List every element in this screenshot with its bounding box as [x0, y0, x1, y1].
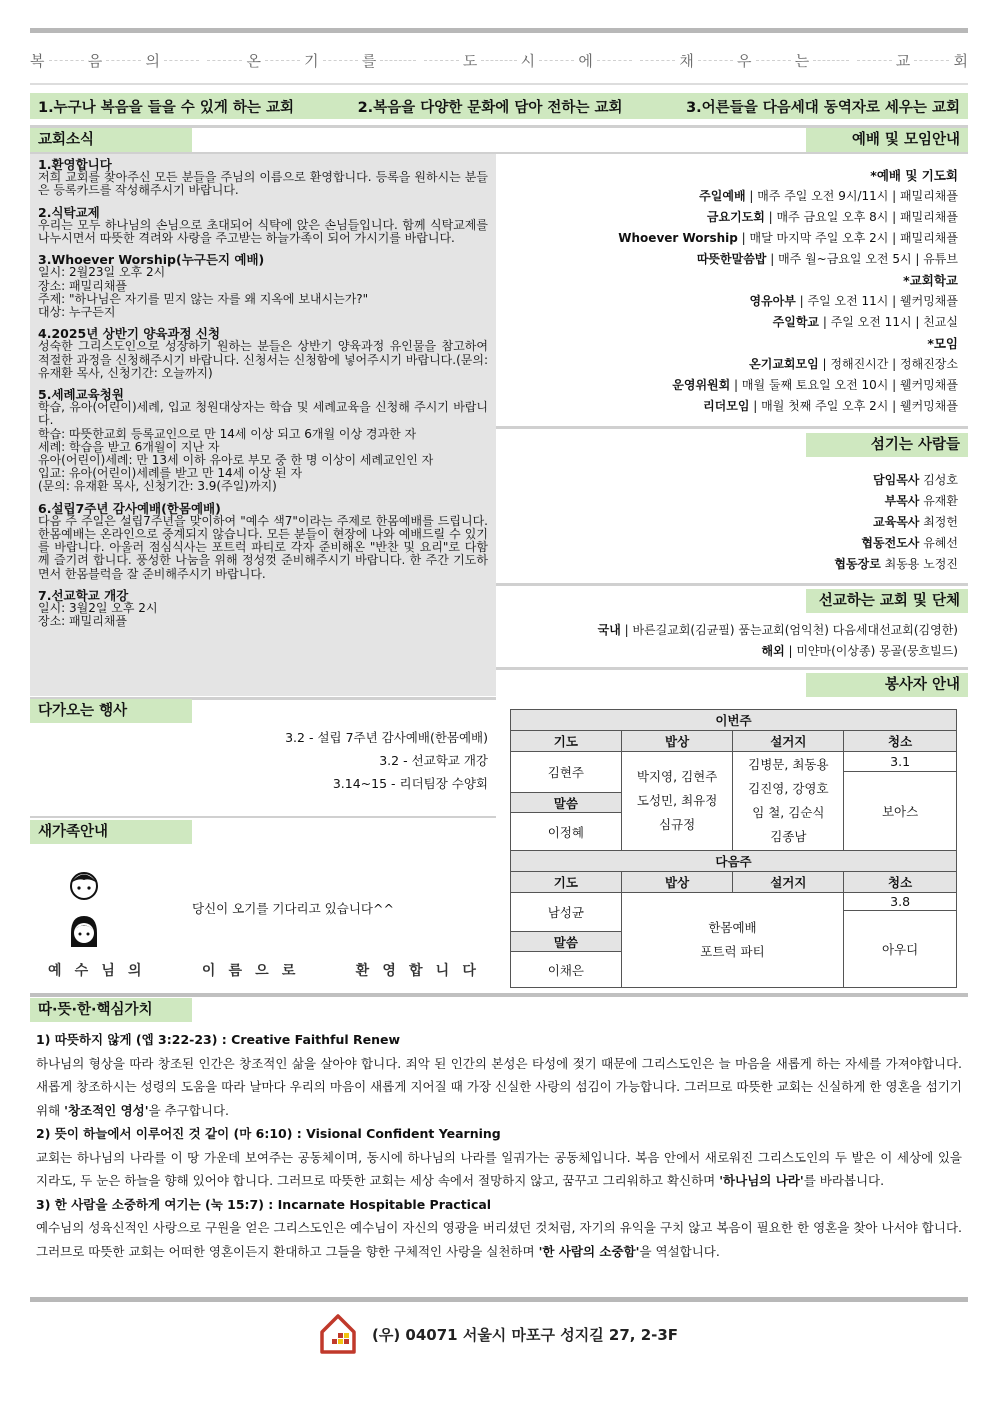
motto-char: 채: [679, 51, 694, 70]
church-logo-icon: [318, 1312, 358, 1356]
worship-category: *교회학교: [903, 273, 958, 288]
event-item: 3.2 - 설립 7주년 감사예배(한몸예배): [285, 730, 488, 745]
news-item-title: 1.환영합니다: [38, 157, 112, 172]
mission-row: 해외 | 미얀마(이상종) 몽골(뭉흐빌드): [761, 644, 958, 658]
girl-avatar-icon: [68, 913, 100, 951]
news-item-body: 성숙한 그리스도인으로 성장하기 원하는 분들은 상반기 양육과정 유인물을 참고하여 적절한 과정을 신청해주시기 바랍니다. 신청서는 신청함에 넣어주시기 바랍니다.(문의: 유재환 목사, 신청기간: 오늘까지): [38, 339, 488, 380]
news-item-line: 학습, 유아(어린이)세례, 입교 청원대상자는 학습 및 세례교육을 신청해 주시기 바랍니다.: [38, 400, 488, 428]
church-address: (우) 04071 서울시 마포구 성지길 27, 2-3F: [372, 1326, 679, 1344]
servant-name: 김성호: [923, 473, 958, 487]
worship-name: 운영위원회: [672, 378, 731, 392]
servant-name: 최동용 노정진: [884, 557, 958, 571]
servant-name: 최정헌: [923, 515, 958, 529]
worship-list: [488, 165, 958, 417]
worship-name: Whoever Worship: [618, 231, 738, 245]
mission-label: 국내: [597, 623, 621, 637]
vision-1: 1.누구나 복음을 들을 수 있게 하는 교회: [38, 99, 294, 116]
tw-word: 이정혜: [511, 813, 622, 851]
boy-avatar-icon: [68, 868, 100, 904]
missions-heading: 선교하는 교회 및 단체: [806, 589, 968, 613]
news-item-line: 장소: 패밀리채플: [38, 614, 128, 629]
worship-name: 영유아부: [749, 294, 796, 308]
worship-time: 매주 주일 오전 9시/11시: [757, 189, 889, 203]
news-item-line: 주제: "하나님은 자기를 믿지 않는 자를 왜 지옥에 보내시는가?": [38, 291, 369, 306]
event-item: 3.2 - 선교학교 개강: [379, 753, 488, 768]
motto-char: 복: [30, 51, 45, 70]
tw-word-label: 말씀: [511, 793, 622, 813]
servants-list: [488, 470, 958, 575]
news-item: [38, 589, 488, 629]
core-item-title: 3) 한 사람을 소중하게 여기는 (눅 15:7) : Incarnate Hospitable Practical: [36, 1196, 492, 1212]
divider: [30, 816, 496, 818]
servant-row: [488, 491, 958, 512]
motto-char: 회: [953, 51, 968, 70]
worship-place: 패밀리채플: [900, 210, 958, 224]
col-dish: 설거지: [733, 731, 844, 752]
servant-name: 유재환: [923, 494, 958, 508]
nw-table: 한몸예배 포트럭 파티: [621, 893, 843, 988]
news-item-line: 장소: 패밀리채플: [38, 278, 128, 293]
tw-table: 박지영, 김현주 도성민, 최유정 심규정: [621, 752, 733, 851]
worship-name: 온기교회모임: [749, 357, 819, 371]
mission-label: 해외: [761, 644, 785, 658]
worship-row: 주일예배 | 매주 주일 오전 9시/11시 | 패밀리채플: [699, 189, 958, 203]
divider: [496, 426, 968, 429]
news-item-body: 저희 교회를 찾아주신 모든 분들을 주님의 이름으로 환영합니다. 등록을 원하시는 분들은 등록카드를 작성해주시기 바랍니다.: [38, 170, 488, 198]
news-item-line: 세례: 학습을 받고 6개월이 지난 자: [38, 439, 220, 454]
news-item-title: 7.선교학교 개강: [38, 587, 129, 603]
worship-row: 영유아부 | 주일 오전 11시 | 웰커밍채플: [749, 294, 958, 308]
news-item-body: 우리는 모두 하나님의 손님으로 초대되어 식탁에 앉은 손님들입니다. 함께 식탁교제를 나누시면서 따뜻한 격려와 사랑을 주고받는 하늘가족이 되어 가시기를 바랍니다.: [38, 217, 488, 246]
worship-time: 매월 둘째 토요일 오전 10시: [741, 378, 889, 392]
news-item: [38, 253, 488, 319]
news-item: [38, 502, 488, 581]
worship-time: 정해진시간: [830, 357, 889, 371]
worship-place: 친교실: [923, 315, 958, 329]
nw-clean: 아우디: [844, 911, 957, 988]
col-clean: 청소: [844, 872, 957, 893]
nw-word-label: 말씀: [511, 932, 622, 952]
worship-time: 매주 금요일 오후 8시: [776, 210, 889, 224]
worship-name: 주일학교: [772, 315, 820, 329]
news-item: [38, 158, 488, 198]
volunteer-heading: 봉사자 안내: [806, 673, 968, 697]
worship-category: *예배 및 기도회: [870, 168, 958, 183]
motto-char: 도: [462, 51, 478, 70]
nw-prayer: 남성균: [511, 893, 622, 932]
servant-row: [488, 554, 958, 575]
worship-time: 매달 마지막 주일 오후 2시: [749, 231, 889, 245]
news-item-line: (문의: 유재환 목사, 신청기간: 3.9(주일)까지): [38, 479, 277, 494]
worship-category: *모임: [927, 336, 958, 351]
worship-place: 패밀리채플: [900, 231, 958, 245]
motto-char: 교: [895, 51, 911, 70]
servant-name: 유혜선: [923, 536, 958, 550]
news-heading: 교회소식: [30, 128, 192, 152]
events-list: [30, 726, 488, 795]
motto-char: 는: [794, 51, 810, 70]
newfamily-heading: 새가족안내: [30, 820, 192, 844]
event-item: 3.14~15 - 리더팀장 수양회: [332, 776, 488, 791]
motto-char: 기: [304, 51, 319, 70]
news-item-line: 일시: 2월23일 오후 2시: [38, 265, 166, 280]
core-heading: 따·뜻·한·핵심가치: [30, 998, 192, 1022]
news-item-line: 학습: 따뜻한교회 등록교인으로 만 14세 이상 되고 6개월 이상 경과한 자: [38, 426, 417, 441]
core-item-title: 2) 뜻이 하늘에서 이루어진 것 같이 (마 6:10) : Visional Confident Yearning: [36, 1126, 501, 1141]
col-table: 밥상: [621, 731, 733, 752]
mission-text: 바른길교회(김균필) 품는교회(엄익천) 다음세대선교회(김영한): [632, 623, 958, 637]
worship-row: 주일학교 | 주일 오전 11시 | 친교실: [772, 315, 958, 329]
worship-heading: 예배 및 모임안내: [806, 128, 968, 152]
motto-char: 를: [361, 51, 377, 70]
servant-role: 담임목사: [873, 473, 920, 487]
bottom-rule: [30, 1297, 968, 1302]
news-item-line: 입교: 유아(어린이)세례를 받고 만 14세 이상 된 자: [38, 466, 303, 481]
worship-place: 웰커밍채플: [900, 378, 958, 392]
worship-row: 금요기도회 | 매주 금요일 오후 8시 | 패밀리채플: [706, 210, 958, 224]
mission-row: 국내 | 바른길교회(김균필) 품는교회(엄익천) 다음세대선교회(김영한): [597, 623, 958, 637]
worship-name: 따뜻한말씀밥: [696, 252, 767, 266]
vision-bar: [30, 93, 968, 119]
worship-time: 주일 오전 11시: [830, 315, 912, 329]
motto-char: 에: [578, 51, 593, 70]
news-item-title: 3.Whoever Worship(누구든지 예배): [38, 252, 265, 268]
worship-place: 웰커밍채플: [900, 294, 958, 308]
worship-row: 따뜻한말씀밥 | 매주 월~금요일 오전 5시 | 유튜브: [696, 252, 958, 266]
news-item-title: 6.설립7주년 감사예배(한몸예배): [38, 500, 221, 516]
top-rule: [30, 28, 968, 33]
worship-row: 리더모임 | 매월 첫째 주일 오후 2시 | 웰커밍채플: [703, 399, 958, 413]
news-item-line: 대상: 누구든지: [38, 305, 116, 320]
motto-char: 온: [246, 51, 261, 70]
core-item-body: 교회는 하나님의 나라를 이 땅 가운데 보여주는 공동체이며, 동시에 하나님의 나라를 일궈가는 공동체입니다. 복음 안에서 새로워진 그리스도인의 두 발은 이 세상에 있을 지라도, 두 눈은 하늘을 향해 있어야 합니다. 그러므로 따뜻한 교회는 세상 속에서 절망하지 않고, 꿈꾸고 그리워하고 확신하며 '하나님의 나라'를 바라봅니다.: [36, 1149, 962, 1188]
tw-clean: 보아스: [844, 772, 957, 851]
worship-name: 주일예배: [699, 189, 746, 203]
news-item-line: 일시: 3월2일 오후 2시: [38, 601, 158, 616]
core-values: [36, 1028, 962, 1263]
worship-place: 유튜브: [923, 252, 958, 266]
worship-place: 정해진장소: [900, 357, 958, 371]
worship-place: 웰커밍채플: [900, 399, 958, 413]
news-item: [38, 388, 488, 494]
vision-2: 2.복음을 다양한 문화에 담아 전하는 교회: [357, 99, 623, 116]
worship-time: 매주 월~금요일 오전 5시: [778, 252, 912, 266]
news-item-body: 다음 주 주일은 설립7주년을 맞이하여 "예수 색7"이라는 주제로 한몸예배를 드립니다. 한몸예배는 온라인으로 중계되지 않습니다. 모든 분들이 현장에 나와 예배드릴 수 있기를 바랍니다. 아울러 점심식사는 포트럭 파티로 각자 준비해온 "반찬 및 요리"로 다함께 즐기려 합니다. 풍성한 나눔을 위해 정성껏 준비해주시기 바랍니다. 한 주간 기도하면서 한몸블럭을 잘 준비해주시기 바랍니다.: [38, 513, 488, 581]
vision-3: 3.어른들을 다음세대 동역자로 세우는 교회: [686, 99, 960, 116]
worship-row: 온기교회모임 | 정해진시간 | 정해진장소: [749, 357, 958, 371]
news-item-title: 5.세례교육청원: [38, 387, 124, 403]
news-box: [30, 154, 496, 696]
col-dish: 설거지: [733, 872, 844, 893]
tw-clean-date: 3.1: [844, 752, 957, 772]
worship-row: Whoever Worship | 매달 마지막 주일 오후 2시 | 패밀리채플: [618, 231, 958, 245]
newfamily-message: 당신이 오기를 기다리고 있습니다^^: [192, 901, 394, 916]
servant-role: 부목사: [884, 494, 920, 508]
col-table: 밥상: [621, 872, 733, 893]
mission-text: 미얀마(이상종) 몽골(뭉흐빌드): [796, 644, 958, 658]
worship-row: 운영위원회 | 매월 둘째 토요일 오전 10시 | 웰커밍채플: [672, 378, 958, 392]
news-item-title: 4.2025년 상반기 양육과정 신청: [38, 326, 221, 342]
servant-row: [488, 512, 958, 533]
tw-prayer: 김현주: [511, 752, 622, 793]
motto-char: 우: [737, 51, 752, 70]
news-item-title: 2.식탁교제: [38, 204, 100, 220]
servant-role: 협동장로: [834, 557, 881, 571]
worship-name: 리더모임: [703, 399, 750, 413]
church-motto: [30, 48, 968, 72]
motto-char: 시: [520, 51, 536, 70]
servants-heading: 섬기는 사람들: [806, 433, 968, 457]
motto-char: 음: [87, 51, 103, 70]
news-item-line: 유아(어린이)세례: 만 13세 이하 유아로 부모 중 한 명 이상이 세례교인인 자: [38, 453, 434, 468]
servant-row: [488, 533, 958, 554]
nw-clean-date: 3.8: [844, 893, 957, 911]
worship-place: 패밀리채플: [900, 189, 958, 203]
tw-dish: 김병문, 최동용 김진영, 강영호 임 철, 김순식 김종남: [733, 752, 844, 851]
core-item-body: 하나님의 형상을 따라 창조된 인간은 창조적인 삶을 살아야 합니다. 죄악 된 인간의 본성은 타성에 젖기 때문에 그리스도인은 늘 마음을 새롭게 하는 자세를 가져야합니다. 새롭게 창조하시는 성령의 도움을 따라 날마다 우리의 마음이 새롭게 지어질 때 가장 신실한 사랑의 섬김이 가능합니다. 그러므로 따뜻한 교회는 신실하게 한 영혼을 섬기기 위해 '창조적인 영성'을 추구합니다.: [36, 1055, 962, 1118]
servant-row: [488, 470, 958, 491]
divider: [496, 583, 968, 586]
core-item-body: 예수님의 성육신적인 사랑으로 구원을 얻은 그리스도인은 예수님이 자신의 영광을 버리셨던 것처럼, 자기의 유익을 구치 않고 복음이 필요한 한 영혼을 찾아 나서야 합니다. 그러므로 따뜻한 교회는 어떠한 영혼이든지 환대하고 그들을 향한 구체적인 사랑을 실천하며 '한 사람의 소중함'을 역설합니다.: [36, 1220, 962, 1259]
news-item: [38, 206, 488, 246]
motto-rule: [30, 83, 968, 85]
servant-role: 협동전도사: [861, 536, 920, 550]
worship-name: 금요기도회: [706, 210, 765, 224]
worship-time: 매월 첫째 주일 오후 2시: [761, 399, 889, 413]
this-week-header: 이번주: [511, 710, 957, 731]
col-prayer: 기도: [511, 731, 622, 752]
motto-char: 의: [145, 51, 160, 70]
divider: [30, 993, 968, 997]
divider: [496, 667, 968, 670]
core-item-title: 1) 따뜻하지 않게 (엡 3:22-23) : Creative Faithful Renew: [36, 1032, 401, 1047]
worship-time: 주일 오전 11시: [807, 294, 889, 308]
welcome-phrase: 예 수 님 의 이 름 으 로 환 영 합 니 다: [48, 963, 476, 979]
col-clean: 청소: [844, 731, 957, 752]
missions-list: [488, 620, 958, 662]
events-heading: 다가오는 행사: [30, 699, 192, 723]
next-week-header: 다음주: [511, 851, 957, 872]
volunteer-table: [510, 709, 957, 988]
nw-word: 이채은: [511, 952, 622, 988]
news-item: [38, 327, 488, 380]
col-prayer: 기도: [511, 872, 622, 893]
servant-role: 교육목사: [873, 515, 920, 529]
